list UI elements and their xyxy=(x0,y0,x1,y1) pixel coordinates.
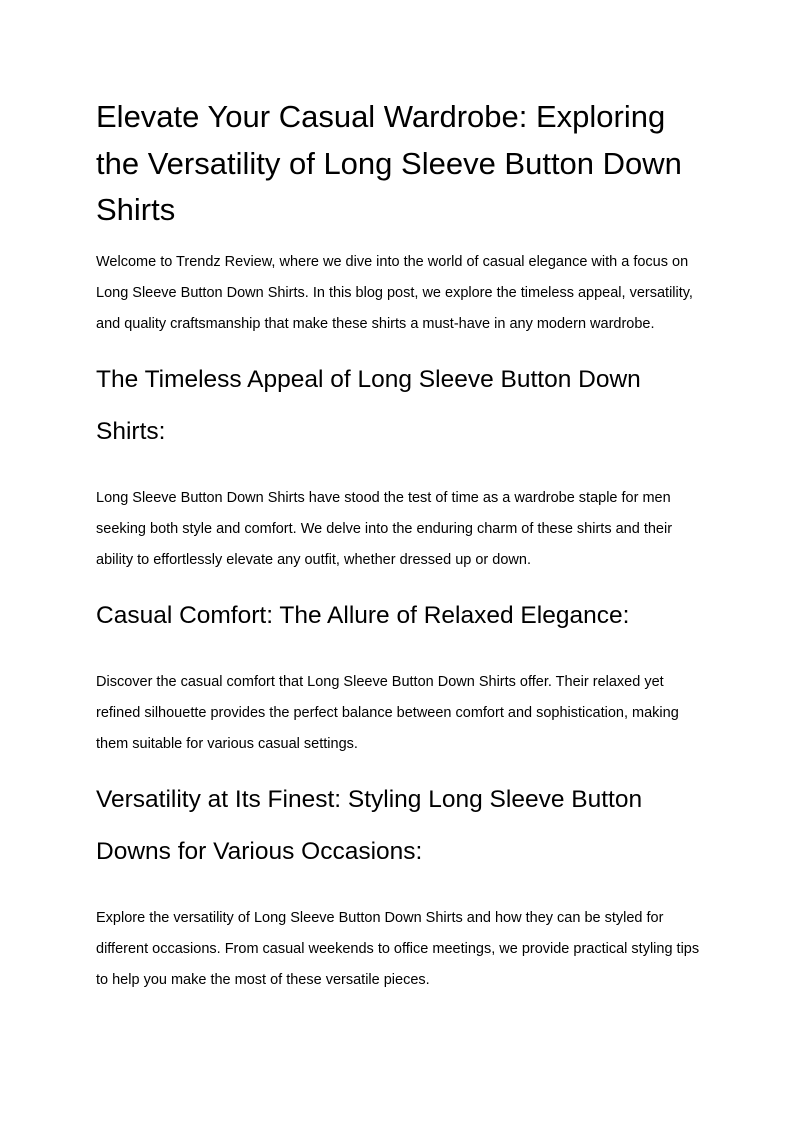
section-heading-versatility: Versatility at Its Finest: Styling Long Sleeve Button Downs for Various Occasions: xyxy=(96,785,643,866)
document-title: Elevate Your Casual Wardrobe: Exploring the Versatility of Long Sleeve Button Down Shirts xyxy=(96,99,682,227)
section-paragraph-versatility: Explore the versatility of Long Sleeve Button Down Shirts and how they can be styled for different occasions. From casual weekends to office meetings, we provide practical styling tips to help you make the most of these versatile pieces. xyxy=(96,910,700,989)
section-paragraph-timeless-appeal: Long Sleeve Button Down Shirts have stood the test of time as a wardrobe staple for men seeking both style and comfort. We delve into the enduring charm of these shirts and their ability to effortlessly elevate any outfit, whether dressed up or down. xyxy=(96,489,673,568)
section-paragraph-casual-comfort: Discover the casual comfort that Long Sleeve Button Down Shirts offer. Their relaxed yet refined silhouette provides the perfect balance between comfort and sophistication, making them suitable for various casual settings. xyxy=(96,673,679,752)
section-heading-casual-comfort: Casual Comfort: The Allure of Relaxed Elegance: xyxy=(96,601,630,629)
intro-paragraph: Welcome to Trendz Review, where we dive into the world of casual elegance with a focus on Long Sleeve Button Down Shirts. In this blog post, we explore the timeless appeal, versatility, and quality craftsmanship that make these shirts a must-have in any modern wardrobe. xyxy=(96,253,693,332)
section-heading-timeless-appeal: The Timeless Appeal of Long Sleeve Button Down Shirts: xyxy=(96,365,641,446)
